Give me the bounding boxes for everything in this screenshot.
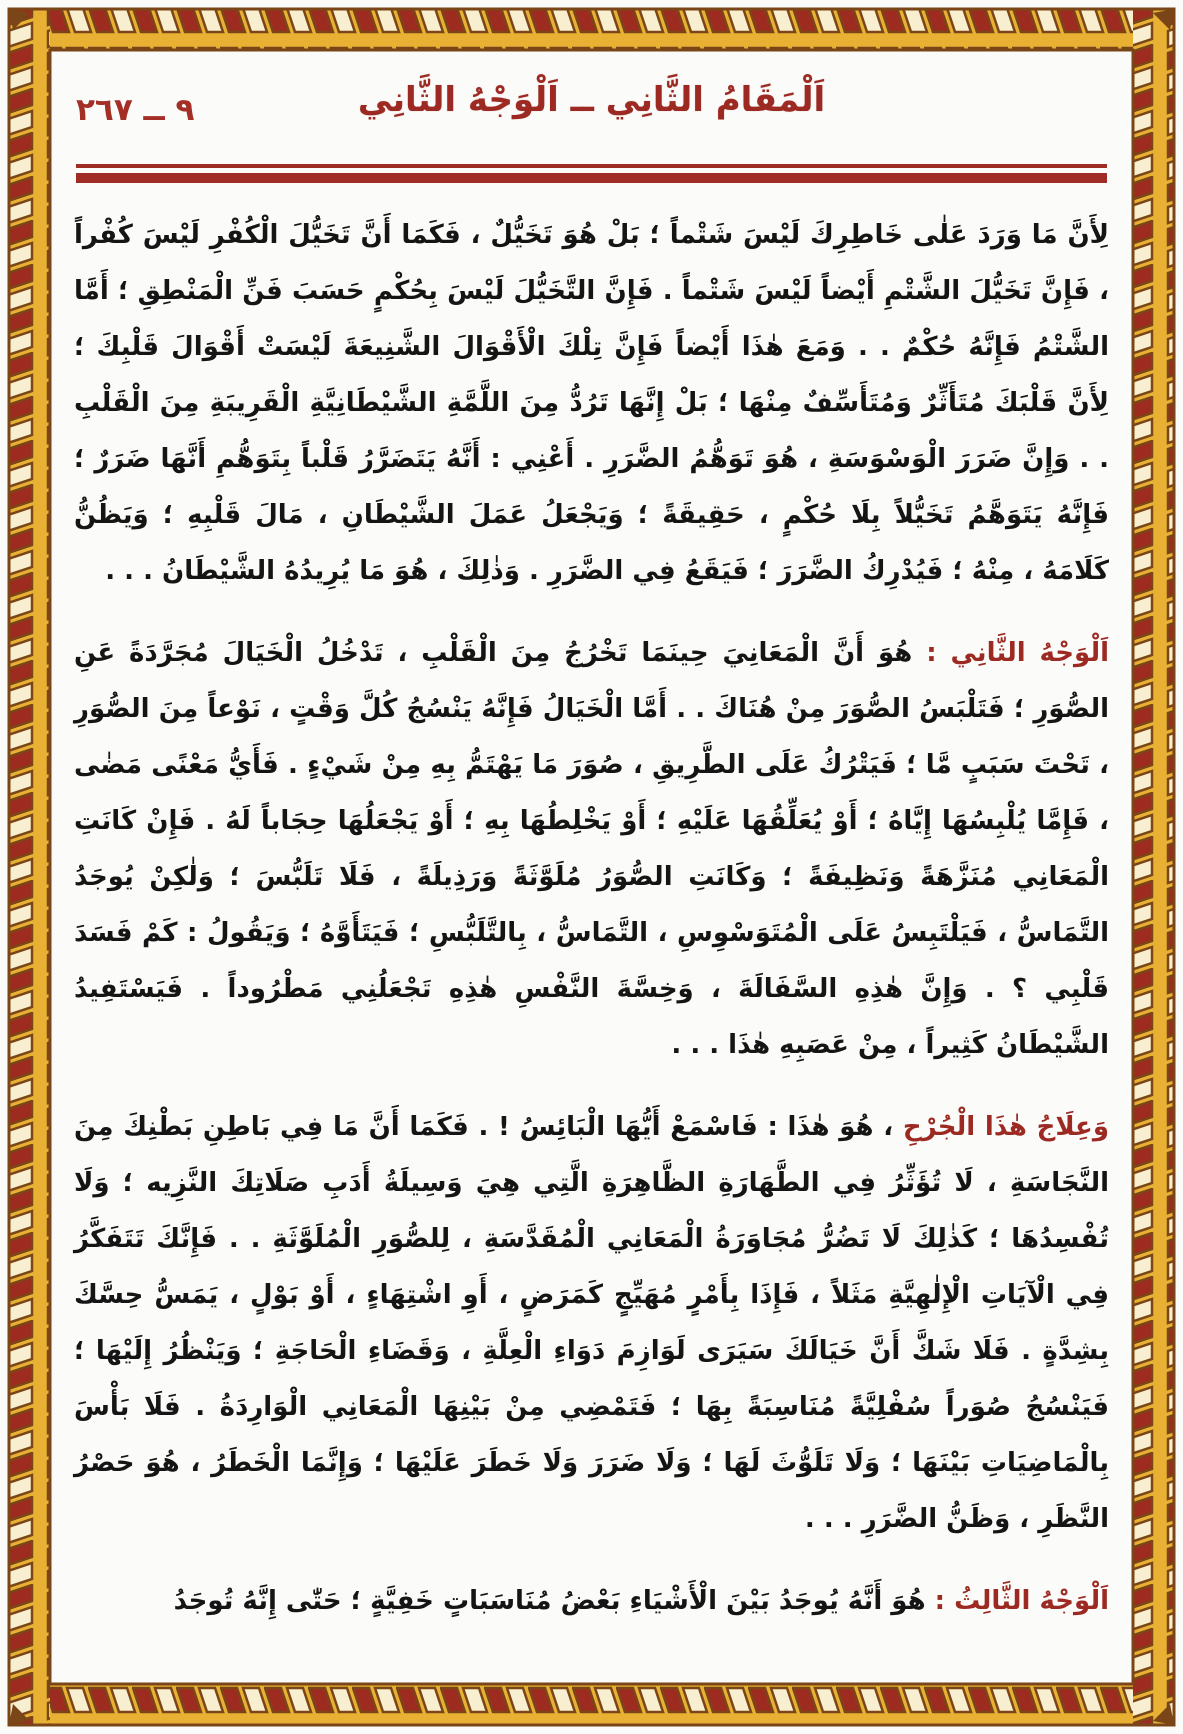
page-title: اَلْمَقَامُ الثَّانِي ــ اَلْوَجْهُ الثَّانِي [357,80,826,120]
paragraph-2 [74,625,1109,1073]
paragraph-4 [74,1573,1109,1629]
page-header [74,66,1109,158]
paragraph-1 [74,207,1109,599]
paragraph-4-text: هُوَ أَنَّهُ يُوجَدُ بَيْنَ الْأَشْيَاءِ بَعْضُ مُنَاسَبَاتٍ خَفِيَّةٍ ؛ حَتّٰى إِنَّهُ تُوجَدُ [173,1586,926,1616]
header-rule [76,164,1107,183]
header-rule-thick-line [76,173,1107,183]
paragraph-2-text: هُوَ أَنَّ الْمَعَانِيَ حِينَمَا تَخْرُجُ مِنَ الْقَلْبِ ، تَدْخُلُ الْخَيَالَ مُجَرَّدَةً عَنِ الصُّوَرِ ؛ فَتَلْبَسُ الصُّوَرَ مِنْ هُنَاكَ . . أَمَّا الْخَيَالُ فَإِنَّهُ يَنْسُجُ كُلَّ وَقْتٍ ، نَوْعاً مِنَ الصُّوَرِ ، تَحْتَ سَبَبٍ مَّا ؛ فَيَتْرُكُ عَلَى الطَّرِيقِ ، صُوَرَ مَا يَهْتَمُّ بِهِ مِنْ شَيْءٍ . فَأَيُّ مَعْنًى مَضٰى ، فَإِمَّا يُلْبِسُهَا إِيَّاهُ ؛ أَوْ يُعَلِّقُهَا عَلَيْهِ ؛ أَوْ يَخْلِطُهَا بِهِ ؛ أَوْ يَجْعَلُهَا حِجَاباً لَهُ . فَإِنْ كَانَتِ الْمَعَانِي مُنَزَّهَةً وَنَظِيفَةً ؛ وَكَانَتِ الصُّوَرُ مُلَوَّثَةً وَرَذِيلَةً ، فَلَا تَلَبُّسَ ؛ وَلٰكِنْ يُوجَدُ التَّمَاسُّ ، فَيَلْتَبِسُ عَلَى الْمُتَوَسْوِسِ ، التَّمَاسُّ ، بِالتَّلَبُّسِ ؛ فَيَتَأَوَّهُ ؛ وَيَقُولُ : كَمْ فَسَدَ قَلْبِي ؟ . وَإِنَّ هٰذِهِ السَّفَالَةَ ، وَخِسَّةَ النَّفْسِ هٰذِهِ تَجْعَلُنِي مَطْرُوداً . فَيَسْتَفِيدُ الشَّيْطَانُ كَثِيراً ، مِنْ عَصَبِهِ هٰذَا . . . [74,638,1109,1060]
paragraph-3-lead: وَعِلَاجُ هٰذَا الْجُرْحِ [902,1112,1109,1142]
page-number: ٩ ــ ٢٦٧ [76,92,195,128]
header-rule-thin-line [76,164,1107,168]
paragraph-3 [74,1099,1109,1547]
paragraph-4-lead: اَلْوَجْهُ الثَّالِثُ : [934,1586,1109,1616]
paragraph-1-text: لِأَنَّ مَا وَرَدَ عَلٰى خَاطِرِكَ لَيْسَ شَتْماً ؛ بَلْ هُوَ تَخَيُّلٌ ، فَكَمَا أَنَّ تَخَيُّلَ الْكُفْرِ لَيْسَ كُفْراً ، فَإِنَّ تَخَيُّلَ الشَّتْمِ أَيْضاً لَيْسَ شَتْماً . فَإِنَّ التَّخَيُّلَ لَيْسَ بِحُكْمٍ حَسَبَ فَنِّ الْمَنْطِقِ ؛ أَمَّا الشَّتْمُ فَإِنَّهُ حُكْمٌ . . وَمَعَ هٰذَا أَيْضاً فَإِنَّ تِلْكَ الْأَقْوَالَ الشَّنِيعَةَ لَيْسَتْ أَقْوَالَ قَلْبِكَ ؛ لِأَنَّ قَلْبَكَ مُتَأَثِّرٌ وَمُتَأَسِّفٌ مِنْهَا ؛ بَلْ إِنَّهَا تَرُدُّ مِنَ اللَّمَّةِ الشَّيْطَانِيَّةِ الْقَرِيبَةِ مِنَ الْقَلْبِ . . وَإِنَّ ضَرَرَ الْوَسْوَسَةِ ، هُوَ تَوَهُّمُ الضَّرَرِ . أَعْنِي : أَنَّهُ يَتَضَرَّرُ قَلْباً بِتَوَهُّمِ أَنَّهَا ضَرَرٌ ؛ فَإِنَّهُ يَتَوَهَّمُ تَخَيُّلاً بِلَا حُكْمٍ ، حَقِيقَةً ؛ وَيَجْعَلُ عَمَلَ الشَّيْطَانِ ، مَالَ قَلْبِهِ ؛ وَيَظُنُّ كَلَامَهُ ، مِنْهُ ؛ فَيُدْرِكُ الضَّرَرَ ؛ فَيَقَعُ فِي الضَّرَرِ . وَذٰلِكَ ، هُوَ مَا يُرِيدُهُ الشَّيْطَانُ . . . [74,220,1109,586]
page-content [74,66,1109,1670]
paragraph-2-lead: اَلْوَجْهُ الثَّانِي : [926,638,1109,668]
paragraph-3-text: ، هُوَ هٰذَا : فَاسْمَعْ أَيُّهَا الْبَائِسُ ! . فَكَمَا أَنَّ مَا فِي بَاطِنِ بَطْنِكَ مِنَ النَّجَاسَةِ ، لَا تُؤَثِّرُ فِي الطَّهَارَةِ الظَّاهِرَةِ الَّتِي هِيَ وَسِيلَةُ أَدَبِ صَلَاتِكَ النَّزِيه ؛ وَلَا تُفْسِدُهَا ؛ كَذٰلِكَ لَا تَضُرُّ مُجَاوَرَةُ الْمَعَانِي الْمُقَدَّسَةِ ، لِلصُّوَرِ الْمُلَوَّثَةِ . . فَإِنَّكَ تَتَفَكَّرُ فِي الْآيَاتِ الْإِلٰهِيَّةِ مَثَلاً ، فَإِذَا بِأَمْرٍ مُهَيِّجٍ كَمَرَضٍ ، أَوِ اشْتِهَاءٍ ، أَوْ بَوْلٍ ، يَمَسُّ حِسَّكَ بِشِدَّةٍ . فَلَا شَكَّ أَنَّ خَيَالَكَ سَيَرَى لَوَازِمَ دَوَاءِ الْعِلَّةِ ، وَقَضَاءِ الْحَاجَةِ ؛ وَيَنْظُرُ إِلَيْهَا ؛ فَيَنْسُجُ صُوَراً سُفْلِيَّةً مُنَاسِبَةً بِهَا ؛ فَتَمْضِي مِنْ بَيْنِهَا الْمَعَانِي الْوَارِدَةُ . فَلَا بَأْسَ بِالْمَاضِيَاتِ بَيْنَهَا ؛ وَلَا تَلَوُّثَ لَهَا ؛ وَلَا ضَرَرَ وَلَا خَطَرَ عَلَيْهَا ؛ وَإِنَّمَا الْخَطَرُ ، هُوَ حَصْرُ النَّظَرِ ، وَظَنُّ الضَّرَرِ . . . [74,1112,1109,1534]
body-text [74,207,1109,1629]
